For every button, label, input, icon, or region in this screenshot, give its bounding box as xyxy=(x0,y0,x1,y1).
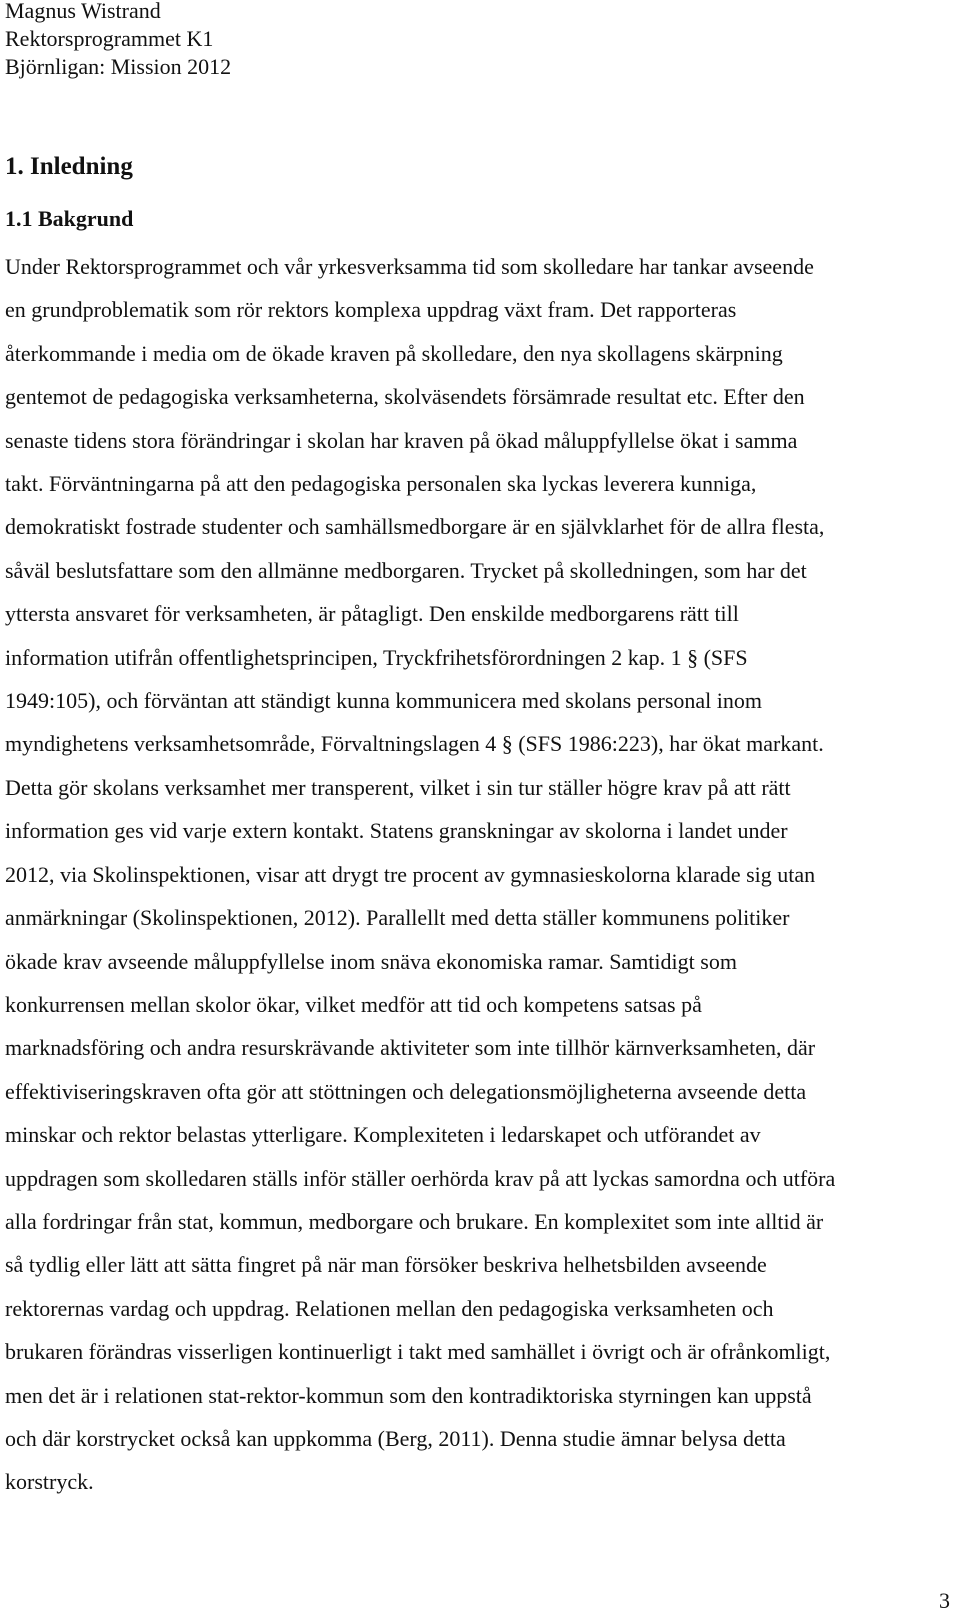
subsection-heading: 1.1 Bakgrund xyxy=(5,206,134,231)
text-line: gentemot de pedagogiska verksamheterna, skolväsendets försämrade resultat etc. Efter den xyxy=(5,384,805,410)
text-line: så tydlig eller lätt att sätta fingret på när man försöker beskriva helhetsbilden avseende xyxy=(5,1252,767,1278)
text-line: 1949:105), och förväntan att ständigt kunna kommunicera med skolans personal inom xyxy=(5,688,763,714)
text-line: marknadsföring och andra resurskrävande aktiviteter som inte tillhör kärnverksamheten, där xyxy=(5,1035,816,1061)
page-number: 3 xyxy=(939,1588,950,1613)
text-line: såväl beslutsfattare som den allmänne medborgaren. Trycket på skolledningen, som har det xyxy=(5,557,807,583)
text-line: Detta gör skolans verksamhet mer transperent, vilket i sin tur ställer högre krav på att rätt xyxy=(5,774,791,800)
header-author: Magnus Wistrand xyxy=(5,0,161,23)
text-line: brukaren förändras visserligen kontinuerligt i takt med samhället i övrigt och är ofrånkomligt, xyxy=(5,1339,831,1365)
text-line: yttersta ansvaret för verksamheten, är påtagligt. Den enskilde medborgarens rätt till xyxy=(5,601,739,627)
text-line: alla fordringar från stat, kommun, medborgare och brukare. En komplexitet som inte alltid är xyxy=(5,1208,824,1234)
text-line: minskar och rektor belastas ytterligare. Komplexiteten i ledarskapet och utförandet av xyxy=(5,1122,761,1148)
text-line: effektiviseringskraven ofta gör att stöttningen och delegationsmöjligheterna avseende detta xyxy=(5,1078,807,1104)
text-line: ökade krav avseende måluppfyllelse inom snäva ekonomiska ramar. Samtidigt som xyxy=(5,948,737,974)
text-line: anmärkningar (Skolinspektionen, 2012). Parallellt med detta ställer kommunens politiker xyxy=(5,905,790,931)
text-line: 2012, via Skolinspektionen, visar att drygt tre procent av gymnasieskolorna klarade sig utan xyxy=(5,861,816,887)
text-line: senaste tidens stora förändringar i skolan har kraven på ökad måluppfyllelse ökat i samma xyxy=(5,427,798,453)
text-line: information utifrån offentlighetsprincipen, Tryckfrihetsförordningen 2 kap. 1 § (SFS xyxy=(5,644,748,670)
body-paragraph xyxy=(5,245,955,1504)
section-heading: 1. Inledning xyxy=(5,153,133,180)
header-program: Rektorsprogrammet K1 xyxy=(5,26,214,51)
text-line: uppdragen som skolledaren ställs inför ställer oerhörda krav på att lyckas samordna och utföra xyxy=(5,1165,836,1191)
text-line: men det är i relationen stat-rektor-kommun som den kontradiktoriska styrningen kan uppstå xyxy=(5,1382,812,1408)
text-line: konkurrensen mellan skolor ökar, vilket medför att tid och kompetens satsas på xyxy=(5,991,702,1017)
text-line: återkommande i media om de ökade kraven på skolledare, den nya skollagens skärpning xyxy=(5,340,783,366)
text-line: rektorernas vardag och uppdrag. Relationen mellan den pedagogiska verksamheten och xyxy=(5,1295,774,1321)
text-line: korstryck. xyxy=(5,1469,94,1495)
text-line: myndighetens verksamhetsområde, Förvaltningslagen 4 § (SFS 1986:223), har ökat markant. xyxy=(5,731,824,757)
text-line: Under Rektorsprogrammet och vår yrkesverksamma tid som skolledare har tankar avseende xyxy=(5,254,814,279)
text-line: en grundproblematik som rör rektors komplexa uppdrag växt fram. Det rapporteras xyxy=(5,297,737,323)
text-line: och där korstrycket också kan uppkomma (Berg, 2011). Denna studie ämnar belysa detta xyxy=(5,1425,786,1451)
text-line: takt. Förväntningarna på att den pedagogiska personalen ska lyckas leverera kunniga, xyxy=(5,471,757,497)
text-line: information ges vid varje extern kontakt. Statens granskningar av skolorna i landet under xyxy=(5,818,788,844)
header-title: Björnligan: Mission 2012 xyxy=(5,54,232,79)
document-header xyxy=(5,0,231,81)
text-line: demokratiskt fostrade studenter och samhällsmedborgare är en självklarhet för de allra flesta, xyxy=(5,514,825,540)
